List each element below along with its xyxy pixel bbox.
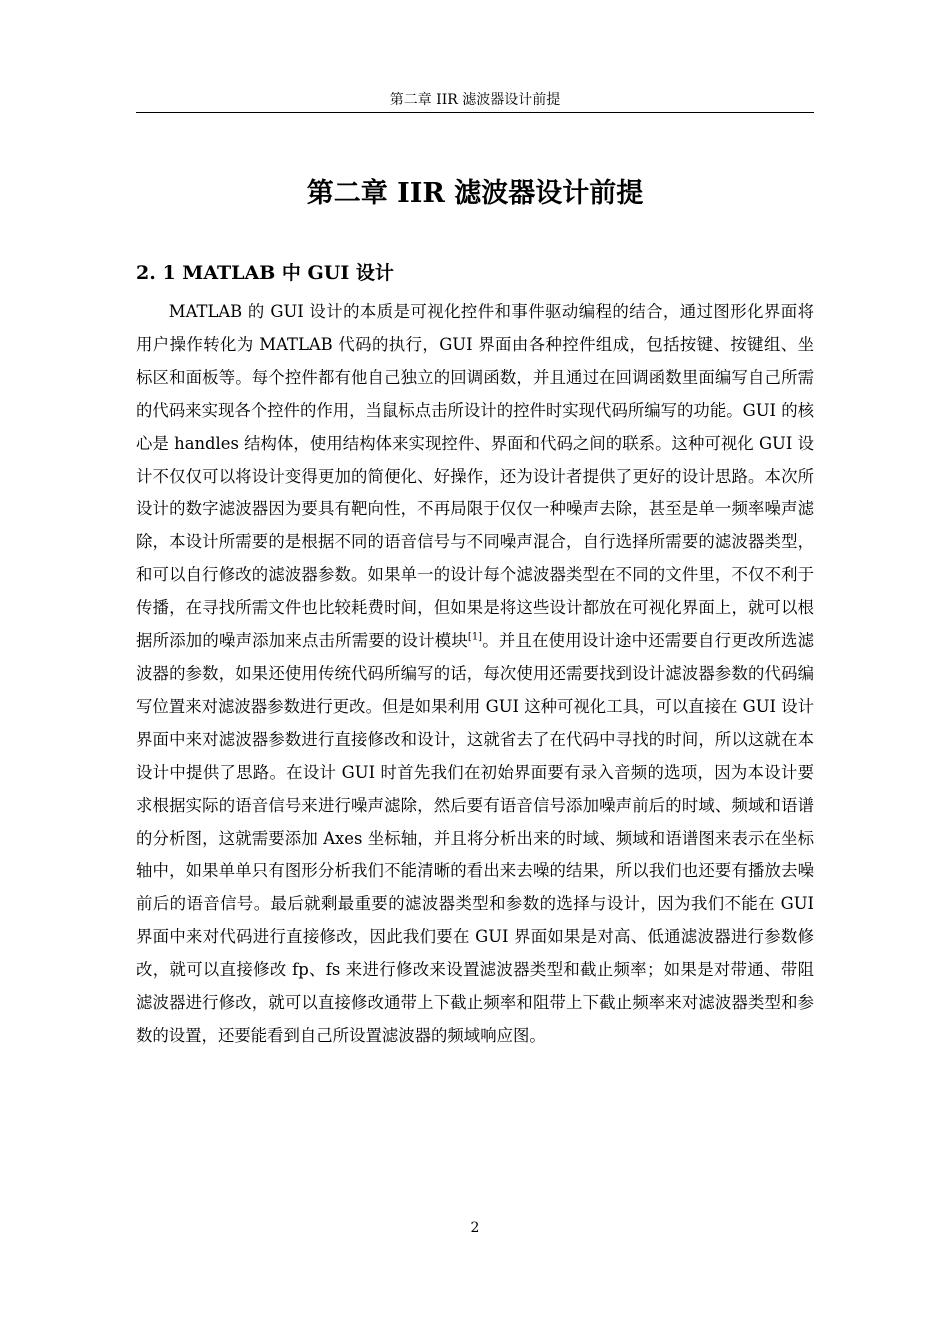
body-text-part-2: 。并且在使用设计途中还需要自行更改所选滤波器的参数，如果还使用传统代码所编写的话，每次使用还需要找到设计滤波器参数的代码编写位置来对滤波器参数进行更改。但是如果利用 GUI 这种可视化工具，可以直接在 GUI 设计界面中来对滤波器参数进行直接修改和设计，这就省去了在代码中寻找的时间，所以这就在本设计中提供了思路。在设计 GUI 时首先我们在初始界面要有录入音频的选项，因为本设计要求根据实际的语音信号来进行噪声滤除，然后要有语音信号添加噪声前后的时域、频域和语谱的分析图，这就需要添加 Axes 坐标轴，并且将分析出来的时域、频域和语谱图来表示在坐标轴中，如果单单只有图形分析我们不能清晰的看出来去噪的结果，所以我们也还要有播放去噪前后的语音信号。最后就剩最重要的滤波器类型和参数的选择与设计，因为我们不能在 GUI 界面中来对代码进行直接修改，因此我们要在 GUI 界面如果是对高、低通滤波器进行参数修改，就可以直接修改 fp、fs 来进行修改来设置滤波器类型和截止频率；如果是对带通、带阻滤波器进行修改，就可以直接修改通带上下截止频率和阻带上下截止频率来对滤波器类型和参数的设置，还要能看到自己所设置滤波器的频域响应图。: [136, 631, 815, 1045]
body-text-part-1: MATLAB 的 GUI 设计的本质是可视化控件和事件驱动编程的结合，通过图形化界面将用户操作转化为 MATLAB 代码的执行，GUI 界面由各种控件组成，包括按键、按键组、坐标区和面板等。每个控件都有他自己独立的回调函数，并且通过在回调函数里面编写自己所需的代码来实现各个控件的作用，当鼠标点击所设计的控件时实现代码所编写的功能。GUI 的核心是 handles 结构体，使用结构体来实现控件、界面和代码之间的联系。这种可视化 GUI 设计不仅仅可以将设计变得更加的简便化、好操作，还为设计者提供了更好的设计思路。本次所设计的数字滤波器因为要具有靶向性，不再局限于仅仅一种噪声去除，甚至是单一频率噪声滤除，本设计所需要的是根据不同的语音信号与不同噪声混合，自行选择所需要的滤波器类型，和可以自行修改的滤波器参数。如果单一的设计每个滤波器类型在不同的文件里，不仅不利于传播，在寻找所需文件也比较耗费时间，但如果是将这些设计都放在可视化界面上，就可以根据所添加的噪声添加来点击所需要的设计模块: [136, 302, 814, 651]
running-header: 第二章 IIR 滤波器设计前提: [389, 92, 561, 108]
section-heading: 2. 1 MATLAB 中 GUI 设计: [136, 262, 394, 284]
header-rule: [136, 112, 814, 113]
chapter-title: 第二章 IIR 滤波器设计前提: [306, 178, 644, 209]
body-paragraph: [136, 296, 814, 1053]
citation-reference: [1]: [467, 631, 483, 643]
page-number: 2: [470, 1220, 480, 1236]
